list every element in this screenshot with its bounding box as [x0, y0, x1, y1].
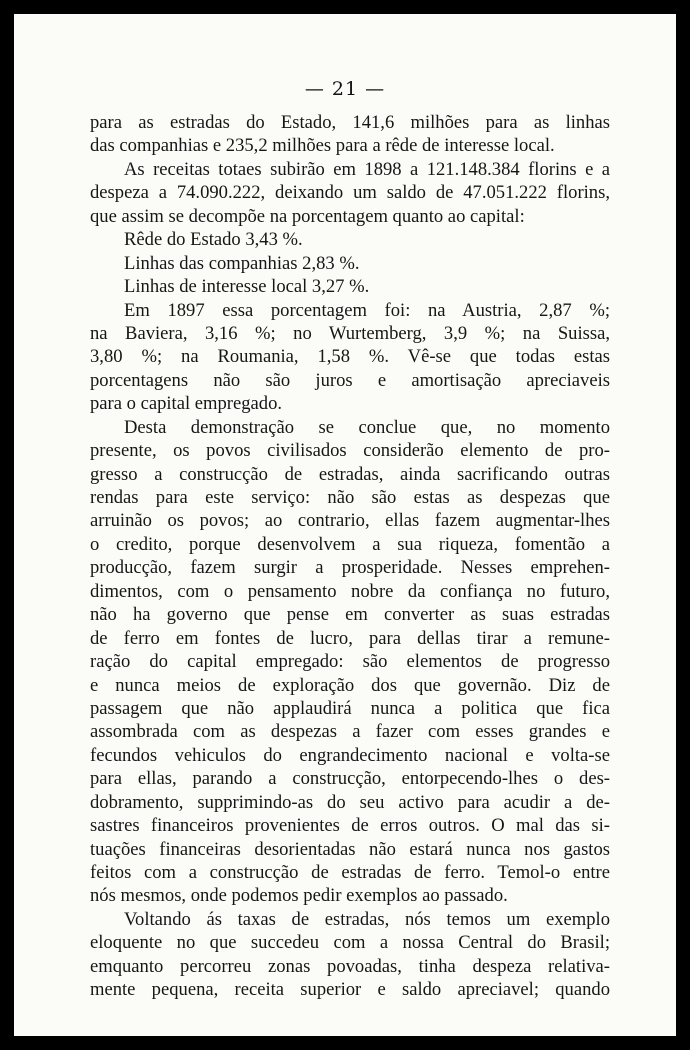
text-line: Rêde do Estado 3,43 %.: [124, 229, 303, 251]
text-line: que assim se decompõe na porcentagem quanto ao capital:: [90, 205, 525, 227]
text-line: arruinão os povos; ao contrario, ellas fazem augmentar-lhes: [90, 510, 610, 532]
text-line: As receitas totaes subirão em 1898 a 121.148.384 florins e a: [124, 158, 610, 180]
text-line: presente, os povos civilisados considerão elemento de pro-: [90, 440, 610, 462]
text-line: gresso a construcção de estradas, ainda sacrificando outras: [90, 463, 610, 485]
text-line: das companhias e 235,2 milhões para a rêde de interesse local.: [90, 135, 555, 157]
text-line: dimentos, com o pensamento nobre da confiança no futuro,: [90, 580, 610, 602]
text-line: na Baviera, 3,16 %; no Wurtemberg, 3,9 %; na Suissa,: [90, 322, 610, 344]
page-number: — 21 —: [304, 78, 386, 100]
text-line: eloquente no que succedeu com a nossa Central do Brasil;: [90, 932, 610, 954]
text-line: dobramento, supprimindo-as do seu activo para acudir a de-: [90, 791, 610, 813]
text-line: sastres financeiros provenientes de erros outros. O mal das si-: [90, 815, 610, 837]
text-line: para ellas, parando a construcção, entorpecendo-lhes o des-: [90, 768, 610, 790]
text-line: Desta demonstração se conclue que, no momento: [124, 416, 610, 438]
text-line: tuações financeiras desorientadas não estará nunca nos gastos: [90, 838, 610, 860]
body-text: [90, 111, 610, 1002]
text-line: Linhas de interesse local 3,27 %.: [124, 276, 370, 298]
text-line: o credito, porque desenvolvem a sua riqueza, fomentão a: [90, 533, 610, 555]
text-line: de ferro em fontes de lucro, para dellas tirar a remune-: [90, 627, 610, 649]
text-line: emquanto percorreu zonas povoadas, tinha despeza relativa-: [90, 955, 610, 977]
text-line: rendas para este serviço: não são estas as despezas que: [90, 487, 610, 508]
text-line: Em 1897 essa porcentagem foi: na Austria, 2,87 %;: [124, 299, 610, 321]
text-line: 3,80 %; na Roumania, 1,58 %. Vê-se que todas estas: [90, 346, 610, 368]
text-line: não ha governo que pense em converter as suas estradas: [90, 604, 610, 626]
text-line: e nunca meios de exploração dos que governão. Diz de: [90, 674, 610, 696]
text-line: Linhas das companhias 2,83 %.: [124, 252, 360, 274]
text-line: nós mesmos, onde podemos pedir exemplos ao passado.: [90, 885, 508, 907]
text-line: assombrada com as despezas a fazer com esses grandes e: [90, 721, 610, 743]
text-line: passagem que não applaudirá nunca a politica que fica: [90, 697, 610, 719]
document-page: [14, 14, 676, 1036]
text-line: feitos com a construcção de estradas de ferro. Temol-o entre: [90, 862, 610, 883]
text-line: para o capital empregado.: [90, 393, 283, 415]
text-line: fecundos vehiculos do engrandecimento nacional e volta-se: [90, 744, 610, 766]
text-line: porcentagens não são juros e amortisação apreciaveis: [90, 369, 610, 391]
text-line: despeza a 74.090.222, deixando um saldo de 47.051.222 florins,: [90, 182, 610, 204]
text-line: Voltando ás taxas de estradas, nós temos um exemplo: [124, 908, 610, 930]
text-line: ração do capital empregado: são elementos de progresso: [90, 651, 610, 673]
text-line: para as estradas do Estado, 141,6 milhões para as linhas: [90, 112, 610, 133]
text-line: producção, fazem surgir a prosperidade. Nesses emprehen-: [90, 557, 610, 579]
text-line: mente pequena, receita superior e saldo apreciavel; quando: [90, 979, 610, 1001]
